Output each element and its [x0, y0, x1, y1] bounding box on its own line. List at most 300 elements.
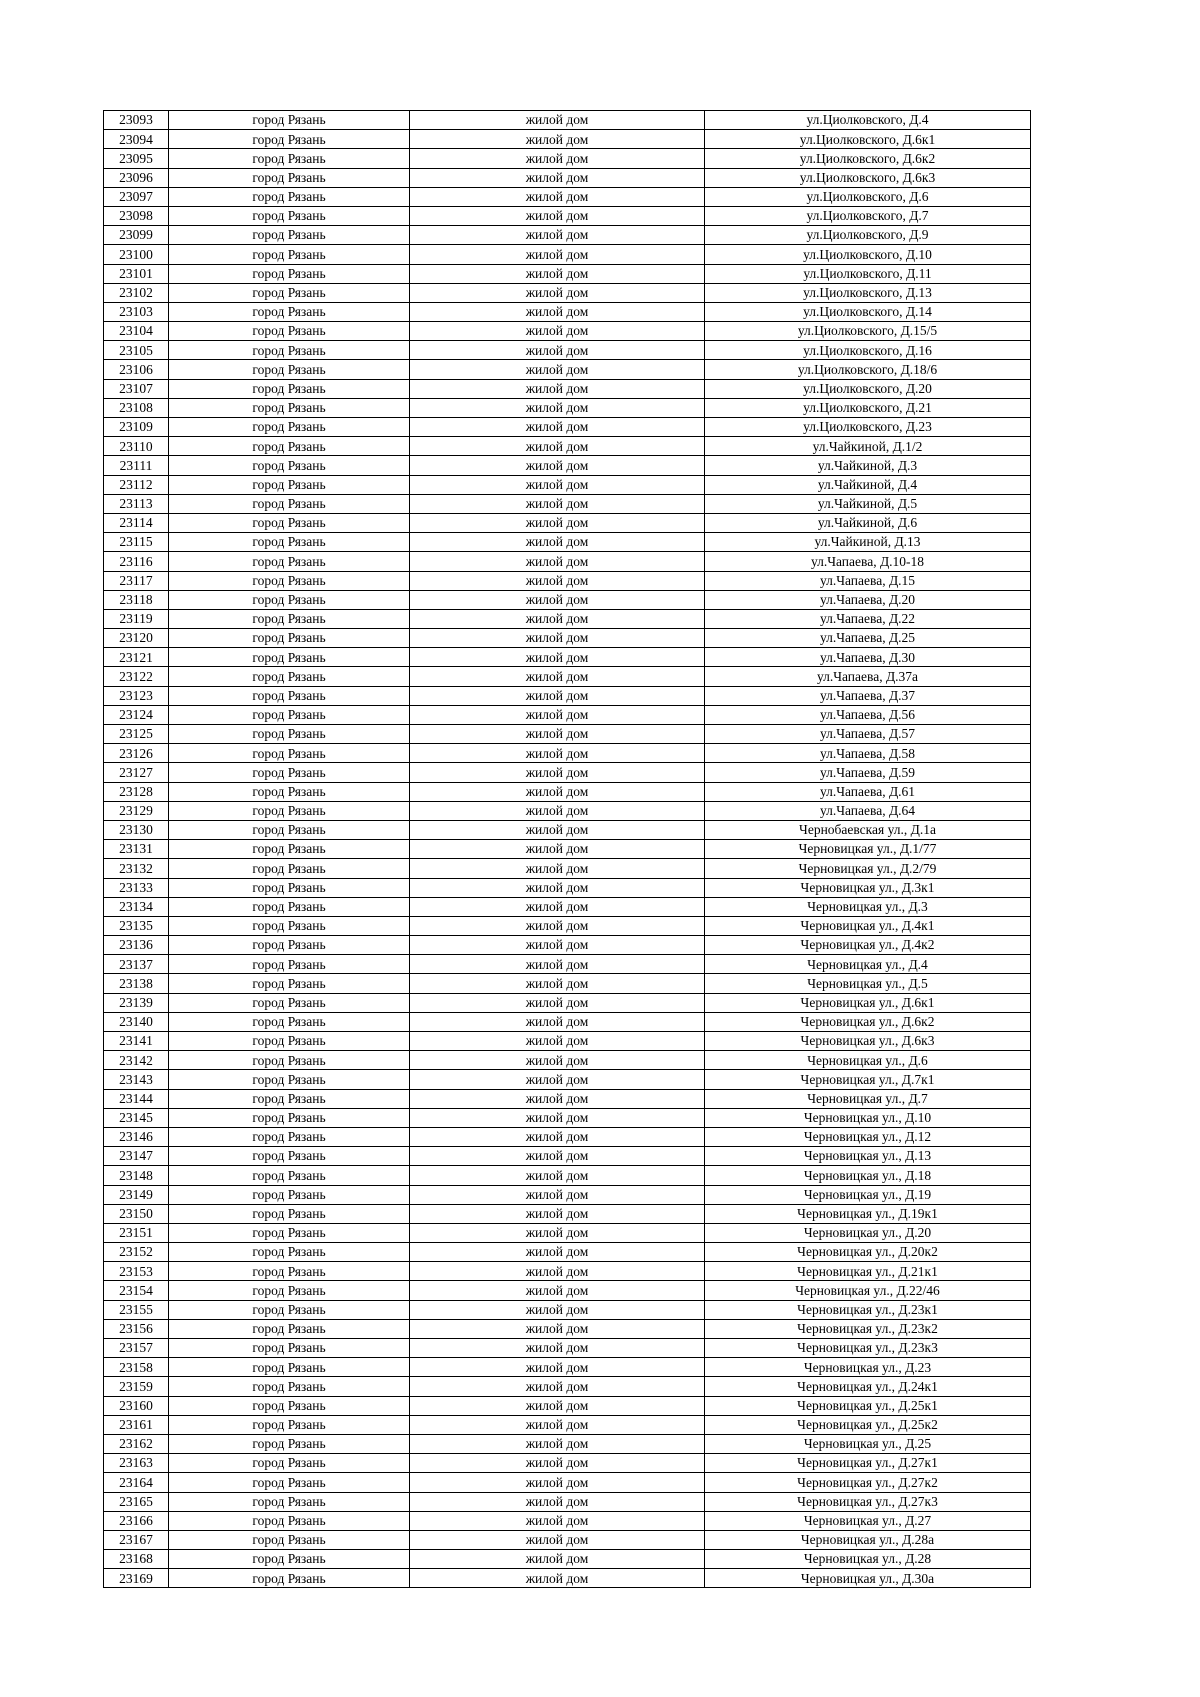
- object-type-cell: жилой дом: [410, 245, 705, 264]
- table-row: [104, 1454, 1031, 1473]
- address-cell: ул.Чайкиной, Д.4: [705, 475, 1031, 494]
- table-row: [104, 149, 1031, 168]
- record-number-cell: 23152: [104, 1243, 169, 1262]
- table-row: [104, 1511, 1031, 1530]
- table-row: [104, 1396, 1031, 1415]
- object-type-cell: жилой дом: [410, 1300, 705, 1319]
- object-type-cell: жилой дом: [410, 1262, 705, 1281]
- table-row: [104, 1012, 1031, 1031]
- city-cell: город Рязань: [169, 302, 410, 321]
- address-cell: Черновицкая ул., Д.20: [705, 1223, 1031, 1242]
- table-row: [104, 936, 1031, 955]
- table-row: [104, 993, 1031, 1012]
- record-number-cell: 23093: [104, 111, 169, 130]
- object-type-cell: жилой дом: [410, 206, 705, 225]
- record-number-cell: 23162: [104, 1434, 169, 1453]
- address-cell: Черновицкая ул., Д.1/77: [705, 840, 1031, 859]
- city-cell: город Рязань: [169, 322, 410, 341]
- city-cell: город Рязань: [169, 763, 410, 782]
- object-type-cell: жилой дом: [410, 763, 705, 782]
- city-cell: город Рязань: [169, 494, 410, 513]
- address-cell: Черновицкая ул., Д.30а: [705, 1569, 1031, 1588]
- object-type-cell: жилой дом: [410, 283, 705, 302]
- address-cell: Черновицкая ул., Д.23: [705, 1358, 1031, 1377]
- table-row: [104, 1243, 1031, 1262]
- object-type-cell: жилой дом: [410, 1415, 705, 1434]
- table-row: [104, 820, 1031, 839]
- record-number-cell: 23137: [104, 955, 169, 974]
- table-row: [104, 629, 1031, 648]
- city-cell: город Рязань: [169, 1358, 410, 1377]
- record-number-cell: 23125: [104, 725, 169, 744]
- object-type-cell: жилой дом: [410, 533, 705, 552]
- city-cell: город Рязань: [169, 1319, 410, 1338]
- object-type-cell: жилой дом: [410, 1108, 705, 1127]
- table-row: [104, 801, 1031, 820]
- city-cell: город Рязань: [169, 590, 410, 609]
- record-number-cell: 23133: [104, 878, 169, 897]
- city-cell: город Рязань: [169, 571, 410, 590]
- address-cell: Черновицкая ул., Д.18: [705, 1166, 1031, 1185]
- address-cell: Черновицкая ул., Д.20к2: [705, 1243, 1031, 1262]
- address-cell: Черновицкая ул., Д.28: [705, 1550, 1031, 1569]
- object-type-cell: жилой дом: [410, 1377, 705, 1396]
- record-number-cell: 23098: [104, 206, 169, 225]
- city-cell: город Рязань: [169, 1550, 410, 1569]
- object-type-cell: жилой дом: [410, 494, 705, 513]
- table-row: [104, 1550, 1031, 1569]
- record-number-cell: 23138: [104, 974, 169, 993]
- address-registry-table: [103, 110, 1031, 1588]
- city-cell: город Рязань: [169, 1204, 410, 1223]
- object-type-cell: жилой дом: [410, 801, 705, 820]
- object-type-cell: жилой дом: [410, 1223, 705, 1242]
- address-cell: Черновицкая ул., Д.22/46: [705, 1281, 1031, 1300]
- table-row: [104, 859, 1031, 878]
- address-cell: ул.Чапаева, Д.57: [705, 725, 1031, 744]
- address-cell: Черновицкая ул., Д.28а: [705, 1530, 1031, 1549]
- table-row: [104, 245, 1031, 264]
- record-number-cell: 23141: [104, 1032, 169, 1051]
- table-row: [104, 398, 1031, 417]
- object-type-cell: жилой дом: [410, 1281, 705, 1300]
- table-row: [104, 648, 1031, 667]
- object-type-cell: жилой дом: [410, 686, 705, 705]
- record-number-cell: 23136: [104, 936, 169, 955]
- address-cell: Черновицкая ул., Д.4к2: [705, 936, 1031, 955]
- table-row: [104, 283, 1031, 302]
- city-cell: город Рязань: [169, 149, 410, 168]
- address-cell: Чернобаевская ул., Д.1а: [705, 820, 1031, 839]
- address-cell: Черновицкая ул., Д.27к3: [705, 1492, 1031, 1511]
- city-cell: город Рязань: [169, 360, 410, 379]
- object-type-cell: жилой дом: [410, 437, 705, 456]
- city-cell: город Рязань: [169, 1147, 410, 1166]
- record-number-cell: 23106: [104, 360, 169, 379]
- city-cell: город Рязань: [169, 878, 410, 897]
- object-type-cell: жилой дом: [410, 1319, 705, 1338]
- record-number-cell: 23149: [104, 1185, 169, 1204]
- city-cell: город Рязань: [169, 629, 410, 648]
- object-type-cell: жилой дом: [410, 1339, 705, 1358]
- record-number-cell: 23116: [104, 552, 169, 571]
- table-row: [104, 744, 1031, 763]
- table-row: [104, 1051, 1031, 1070]
- city-cell: город Рязань: [169, 398, 410, 417]
- object-type-cell: жилой дом: [410, 744, 705, 763]
- object-type-cell: жилой дом: [410, 609, 705, 628]
- city-cell: город Рязань: [169, 1396, 410, 1415]
- table-row: [104, 418, 1031, 437]
- table-row: [104, 1339, 1031, 1358]
- table-row: [104, 763, 1031, 782]
- address-cell: Черновицкая ул., Д.4к1: [705, 916, 1031, 935]
- city-cell: город Рязань: [169, 379, 410, 398]
- record-number-cell: 23094: [104, 130, 169, 149]
- address-cell: ул.Циолковского, Д.15/5: [705, 322, 1031, 341]
- record-number-cell: 23104: [104, 322, 169, 341]
- city-cell: город Рязань: [169, 1454, 410, 1473]
- city-cell: город Рязань: [169, 705, 410, 724]
- city-cell: город Рязань: [169, 111, 410, 130]
- object-type-cell: жилой дом: [410, 1204, 705, 1223]
- object-type-cell: жилой дом: [410, 705, 705, 724]
- address-cell: Черновицкая ул., Д.5: [705, 974, 1031, 993]
- address-cell: ул.Чапаева, Д.10-18: [705, 552, 1031, 571]
- object-type-cell: жилой дом: [410, 1185, 705, 1204]
- address-cell: ул.Циолковского, Д.10: [705, 245, 1031, 264]
- record-number-cell: 23144: [104, 1089, 169, 1108]
- city-cell: город Рязань: [169, 1166, 410, 1185]
- city-cell: город Рязань: [169, 725, 410, 744]
- record-number-cell: 23099: [104, 226, 169, 245]
- object-type-cell: жилой дом: [410, 1569, 705, 1588]
- object-type-cell: жилой дом: [410, 130, 705, 149]
- city-cell: город Рязань: [169, 609, 410, 628]
- object-type-cell: жилой дом: [410, 1089, 705, 1108]
- object-type-cell: жилой дом: [410, 418, 705, 437]
- city-cell: город Рязань: [169, 168, 410, 187]
- object-type-cell: жилой дом: [410, 187, 705, 206]
- city-cell: город Рязань: [169, 533, 410, 552]
- record-number-cell: 23120: [104, 629, 169, 648]
- city-cell: город Рязань: [169, 801, 410, 820]
- address-cell: ул.Чайкиной, Д.13: [705, 533, 1031, 552]
- record-number-cell: 23101: [104, 264, 169, 283]
- city-cell: город Рязань: [169, 475, 410, 494]
- table-row: [104, 1089, 1031, 1108]
- table-row: [104, 130, 1031, 149]
- record-number-cell: 23134: [104, 897, 169, 916]
- table-row: [104, 1415, 1031, 1434]
- address-cell: Черновицкая ул., Д.12: [705, 1127, 1031, 1146]
- address-cell: ул.Чапаева, Д.22: [705, 609, 1031, 628]
- city-cell: город Рязань: [169, 916, 410, 935]
- record-number-cell: 23142: [104, 1051, 169, 1070]
- city-cell: город Рязань: [169, 744, 410, 763]
- address-cell: ул.Циолковского, Д.21: [705, 398, 1031, 417]
- city-cell: город Рязань: [169, 955, 410, 974]
- city-cell: город Рязань: [169, 341, 410, 360]
- table-row: [104, 878, 1031, 897]
- address-cell: Черновицкая ул., Д.10: [705, 1108, 1031, 1127]
- city-cell: город Рязань: [169, 667, 410, 686]
- city-cell: город Рязань: [169, 187, 410, 206]
- table-row: [104, 1434, 1031, 1453]
- record-number-cell: 23167: [104, 1530, 169, 1549]
- object-type-cell: жилой дом: [410, 1473, 705, 1492]
- address-cell: ул.Циолковского, Д.16: [705, 341, 1031, 360]
- table-row: [104, 1569, 1031, 1588]
- city-cell: город Рязань: [169, 283, 410, 302]
- record-number-cell: 23108: [104, 398, 169, 417]
- address-cell: Черновицкая ул., Д.6: [705, 1051, 1031, 1070]
- address-cell: ул.Чапаева, Д.59: [705, 763, 1031, 782]
- table-row: [104, 456, 1031, 475]
- object-type-cell: жилой дом: [410, 302, 705, 321]
- object-type-cell: жилой дом: [410, 840, 705, 859]
- object-type-cell: жилой дом: [410, 360, 705, 379]
- table-row: [104, 513, 1031, 532]
- record-number-cell: 23132: [104, 859, 169, 878]
- table-row: [104, 302, 1031, 321]
- object-type-cell: жилой дом: [410, 1511, 705, 1530]
- city-cell: город Рязань: [169, 1569, 410, 1588]
- record-number-cell: 23110: [104, 437, 169, 456]
- record-number-cell: 23145: [104, 1108, 169, 1127]
- address-cell: ул.Чапаева, Д.25: [705, 629, 1031, 648]
- object-type-cell: жилой дом: [410, 552, 705, 571]
- city-cell: город Рязань: [169, 226, 410, 245]
- table-row: [104, 1223, 1031, 1242]
- city-cell: город Рязань: [169, 1511, 410, 1530]
- city-cell: город Рязань: [169, 245, 410, 264]
- address-cell: Черновицкая ул., Д.6к1: [705, 993, 1031, 1012]
- city-cell: город Рязань: [169, 1339, 410, 1358]
- object-type-cell: жилой дом: [410, 571, 705, 590]
- object-type-cell: жилой дом: [410, 1530, 705, 1549]
- city-cell: город Рязань: [169, 1051, 410, 1070]
- record-number-cell: 23112: [104, 475, 169, 494]
- city-cell: город Рязань: [169, 840, 410, 859]
- table-row: [104, 1070, 1031, 1089]
- city-cell: город Рязань: [169, 1108, 410, 1127]
- address-cell: ул.Циолковского, Д.4: [705, 111, 1031, 130]
- record-number-cell: 23127: [104, 763, 169, 782]
- table-row: [104, 533, 1031, 552]
- object-type-cell: жилой дом: [410, 475, 705, 494]
- table-row: [104, 437, 1031, 456]
- record-number-cell: 23157: [104, 1339, 169, 1358]
- object-type-cell: жилой дом: [410, 974, 705, 993]
- object-type-cell: жилой дом: [410, 1166, 705, 1185]
- address-cell: Черновицкая ул., Д.6к2: [705, 1012, 1031, 1031]
- address-cell: Черновицкая ул., Д.27к2: [705, 1473, 1031, 1492]
- address-cell: ул.Циолковского, Д.6: [705, 187, 1031, 206]
- city-cell: город Рязань: [169, 993, 410, 1012]
- record-number-cell: 23111: [104, 456, 169, 475]
- address-cell: ул.Чайкиной, Д.6: [705, 513, 1031, 532]
- table-row: [104, 916, 1031, 935]
- address-cell: ул.Чапаева, Д.64: [705, 801, 1031, 820]
- record-number-cell: 23135: [104, 916, 169, 935]
- object-type-cell: жилой дом: [410, 168, 705, 187]
- record-number-cell: 23117: [104, 571, 169, 590]
- object-type-cell: жилой дом: [410, 648, 705, 667]
- table-row: [104, 609, 1031, 628]
- address-cell: Черновицкая ул., Д.27к1: [705, 1454, 1031, 1473]
- table-row: [104, 379, 1031, 398]
- object-type-cell: жилой дом: [410, 590, 705, 609]
- city-cell: город Рязань: [169, 1281, 410, 1300]
- table-row: [104, 226, 1031, 245]
- city-cell: город Рязань: [169, 1223, 410, 1242]
- table-row: [104, 1032, 1031, 1051]
- address-cell: Черновицкая ул., Д.23к1: [705, 1300, 1031, 1319]
- table-row: [104, 341, 1031, 360]
- city-cell: город Рязань: [169, 1070, 410, 1089]
- address-cell: ул.Циолковского, Д.7: [705, 206, 1031, 225]
- table-row: [104, 955, 1031, 974]
- address-cell: ул.Циолковского, Д.6к2: [705, 149, 1031, 168]
- record-number-cell: 23096: [104, 168, 169, 187]
- city-cell: город Рязань: [169, 418, 410, 437]
- address-cell: Черновицкая ул., Д.24к1: [705, 1377, 1031, 1396]
- table-row: [104, 897, 1031, 916]
- address-cell: Черновицкая ул., Д.7к1: [705, 1070, 1031, 1089]
- object-type-cell: жилой дом: [410, 1434, 705, 1453]
- city-cell: город Рязань: [169, 897, 410, 916]
- city-cell: город Рязань: [169, 1377, 410, 1396]
- record-number-cell: 23113: [104, 494, 169, 513]
- city-cell: город Рязань: [169, 820, 410, 839]
- address-cell: ул.Циолковского, Д.23: [705, 418, 1031, 437]
- city-cell: город Рязань: [169, 1185, 410, 1204]
- object-type-cell: жилой дом: [410, 1550, 705, 1569]
- table-row: [104, 1185, 1031, 1204]
- object-type-cell: жилой дом: [410, 398, 705, 417]
- address-cell: Черновицкая ул., Д.25к2: [705, 1415, 1031, 1434]
- object-type-cell: жилой дом: [410, 341, 705, 360]
- object-type-cell: жилой дом: [410, 1070, 705, 1089]
- record-number-cell: 23118: [104, 590, 169, 609]
- record-number-cell: 23151: [104, 1223, 169, 1242]
- record-number-cell: 23164: [104, 1473, 169, 1492]
- table-row: [104, 168, 1031, 187]
- record-number-cell: 23166: [104, 1511, 169, 1530]
- table-row: [104, 705, 1031, 724]
- address-cell: Черновицкая ул., Д.3к1: [705, 878, 1031, 897]
- object-type-cell: жилой дом: [410, 955, 705, 974]
- object-type-cell: жилой дом: [410, 936, 705, 955]
- address-cell: ул.Чапаева, Д.37: [705, 686, 1031, 705]
- object-type-cell: жилой дом: [410, 1492, 705, 1511]
- record-number-cell: 23148: [104, 1166, 169, 1185]
- city-cell: город Рязань: [169, 1473, 410, 1492]
- address-cell: ул.Чайкиной, Д.1/2: [705, 437, 1031, 456]
- city-cell: город Рязань: [169, 1032, 410, 1051]
- record-number-cell: 23169: [104, 1569, 169, 1588]
- address-cell: Черновицкая ул., Д.25: [705, 1434, 1031, 1453]
- record-number-cell: 23143: [104, 1070, 169, 1089]
- city-cell: город Рязань: [169, 1243, 410, 1262]
- table-row: [104, 360, 1031, 379]
- table-row: [104, 782, 1031, 801]
- city-cell: город Рязань: [169, 1530, 410, 1549]
- city-cell: город Рязань: [169, 1300, 410, 1319]
- record-number-cell: 23115: [104, 533, 169, 552]
- table-row: [104, 111, 1031, 130]
- record-number-cell: 23161: [104, 1415, 169, 1434]
- table-row: [104, 1108, 1031, 1127]
- object-type-cell: жилой дом: [410, 629, 705, 648]
- record-number-cell: 23119: [104, 609, 169, 628]
- record-number-cell: 23131: [104, 840, 169, 859]
- address-cell: Черновицкая ул., Д.19: [705, 1185, 1031, 1204]
- record-number-cell: 23097: [104, 187, 169, 206]
- record-number-cell: 23147: [104, 1147, 169, 1166]
- object-type-cell: жилой дом: [410, 725, 705, 744]
- object-type-cell: жилой дом: [410, 322, 705, 341]
- table-row: [104, 1319, 1031, 1338]
- address-cell: Черновицкая ул., Д.27: [705, 1511, 1031, 1530]
- city-cell: город Рязань: [169, 206, 410, 225]
- city-cell: город Рязань: [169, 1262, 410, 1281]
- object-type-cell: жилой дом: [410, 111, 705, 130]
- city-cell: город Рязань: [169, 1415, 410, 1434]
- city-cell: город Рязань: [169, 782, 410, 801]
- table-row: [104, 590, 1031, 609]
- record-number-cell: 23114: [104, 513, 169, 532]
- address-cell: ул.Циолковского, Д.6к1: [705, 130, 1031, 149]
- record-number-cell: 23100: [104, 245, 169, 264]
- record-number-cell: 23129: [104, 801, 169, 820]
- record-number-cell: 23159: [104, 1377, 169, 1396]
- address-cell: Черновицкая ул., Д.23к3: [705, 1339, 1031, 1358]
- address-cell: Черновицкая ул., Д.3: [705, 897, 1031, 916]
- object-type-cell: жилой дом: [410, 264, 705, 283]
- record-number-cell: 23154: [104, 1281, 169, 1300]
- city-cell: город Рязань: [169, 686, 410, 705]
- object-type-cell: жилой дом: [410, 513, 705, 532]
- table-row: [104, 1377, 1031, 1396]
- address-cell: ул.Циолковского, Д.14: [705, 302, 1031, 321]
- city-cell: город Рязань: [169, 1492, 410, 1511]
- address-cell: ул.Циолковского, Д.13: [705, 283, 1031, 302]
- record-number-cell: 23150: [104, 1204, 169, 1223]
- object-type-cell: жилой дом: [410, 820, 705, 839]
- table-row: [104, 552, 1031, 571]
- record-number-cell: 23139: [104, 993, 169, 1012]
- address-cell: ул.Чапаева, Д.37а: [705, 667, 1031, 686]
- city-cell: город Рязань: [169, 1434, 410, 1453]
- table-row: [104, 1147, 1031, 1166]
- table-row: [104, 264, 1031, 283]
- record-number-cell: 23124: [104, 705, 169, 724]
- city-cell: город Рязань: [169, 648, 410, 667]
- table-row: [104, 475, 1031, 494]
- record-number-cell: 23168: [104, 1550, 169, 1569]
- address-cell: ул.Чапаева, Д.61: [705, 782, 1031, 801]
- table-row: [104, 1127, 1031, 1146]
- object-type-cell: жилой дом: [410, 916, 705, 935]
- table-row: [104, 1281, 1031, 1300]
- address-cell: Черновицкая ул., Д.4: [705, 955, 1031, 974]
- table-row: [104, 494, 1031, 513]
- table-row: [104, 571, 1031, 590]
- object-type-cell: жилой дом: [410, 993, 705, 1012]
- record-number-cell: 23128: [104, 782, 169, 801]
